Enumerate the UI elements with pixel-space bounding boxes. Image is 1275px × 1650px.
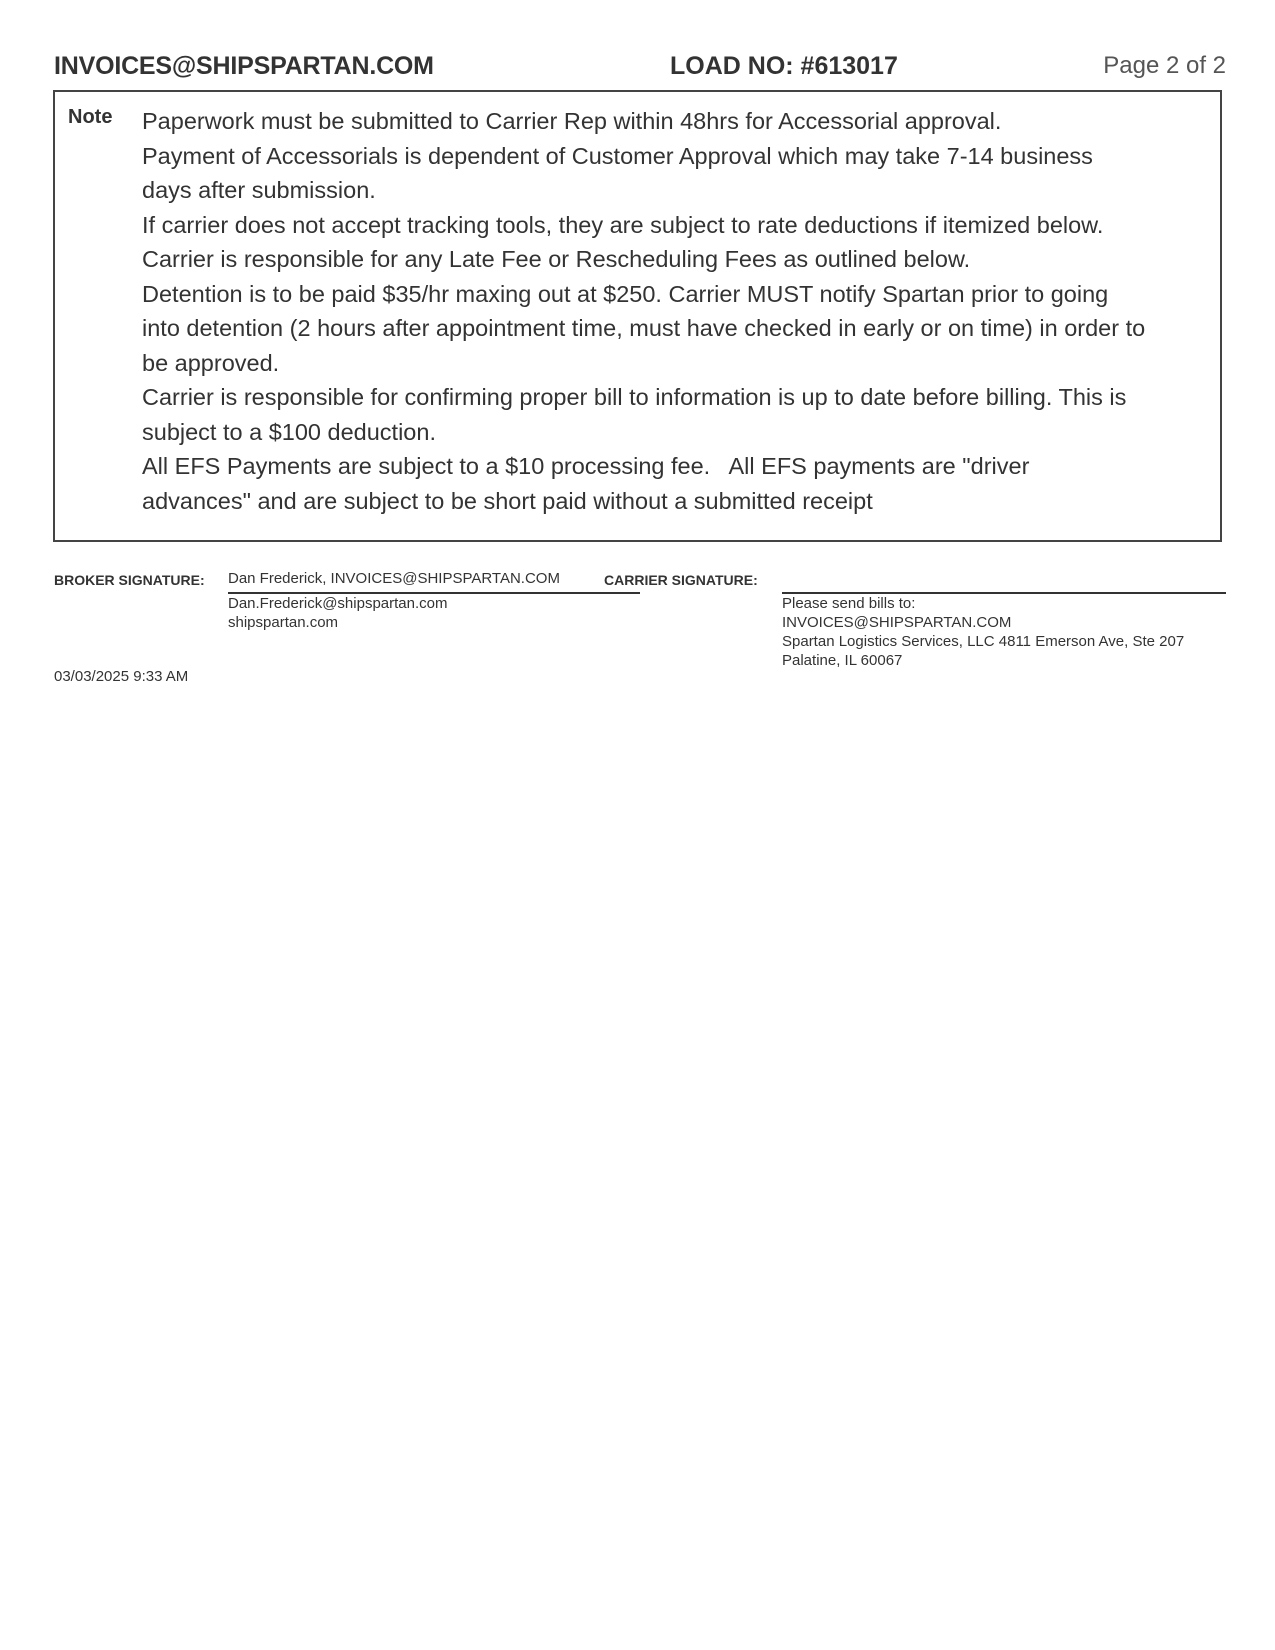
note-box	[53, 90, 1222, 542]
note-line: subject to a $100 deduction.	[142, 418, 436, 445]
broker-signature-line: Dan Frederick, INVOICES@SHIPSPARTAN.COM	[228, 570, 640, 594]
note-line: All EFS Payments are subject to a $10 processing fee. All EFS payments are "driver	[142, 453, 1030, 479]
note-line: into detention (2 hours after appointment time, must have checked in early or on time) in order to	[142, 315, 1146, 341]
note-line: Payment of Accessorials is dependent of Customer Approval which may take 7-14 business	[142, 142, 1093, 169]
billing-address	[782, 594, 1184, 670]
note-line: be approved.	[142, 349, 280, 376]
note-text	[142, 104, 1217, 518]
note-line: Detention is to be paid $35/hr maxing out at $250. Carrier MUST notify Spartan prior to going	[142, 280, 1109, 307]
timestamp: 03/03/2025 9:33 AM	[54, 668, 189, 685]
billing-address-line-1: Spartan Logistics Services, LLC 4811 Emerson Ave, Ste 207	[782, 633, 1185, 650]
carrier-signature-label: CARRIER SIGNATURE:	[604, 572, 758, 588]
page-header	[54, 50, 1226, 88]
billing-intro: Please send bills to:	[782, 595, 916, 612]
load-number: LOAD NO: #613017	[670, 52, 898, 80]
note-line: Paperwork must be submitted to Carrier Rep within 48hrs for Accessorial approval.	[142, 108, 1002, 134]
page-indicator: Page 2 of 2	[1103, 52, 1226, 79]
billing-address-line-2: Palatine, IL 60067	[782, 652, 903, 669]
note-label: Note	[68, 106, 113, 128]
billing-email: INVOICES@SHIPSPARTAN.COM	[782, 614, 1012, 631]
broker-email: Dan.Frederick@shipspartan.com	[228, 595, 448, 612]
note-line: Carrier is responsible for any Late Fee or Rescheduling Fees as outlined below.	[142, 246, 971, 272]
broker-website: shipspartan.com	[228, 614, 339, 631]
note-line: If carrier does not accept tracking tools, they are subject to rate deductions if itemized below.	[142, 211, 1104, 238]
note-line: advances" and are subject to be short paid without a submitted receipt	[142, 487, 873, 514]
note-line: Carrier is responsible for confirming proper bill to information is up to date before billing. This is	[142, 384, 1127, 410]
note-line: days after submission.	[142, 177, 376, 203]
broker-contact	[228, 594, 447, 632]
broker-signature-label: BROKER SIGNATURE:	[54, 572, 205, 588]
header-email: INVOICES@SHIPSPARTAN.COM	[54, 52, 434, 80]
carrier-signature-line	[782, 570, 1226, 594]
